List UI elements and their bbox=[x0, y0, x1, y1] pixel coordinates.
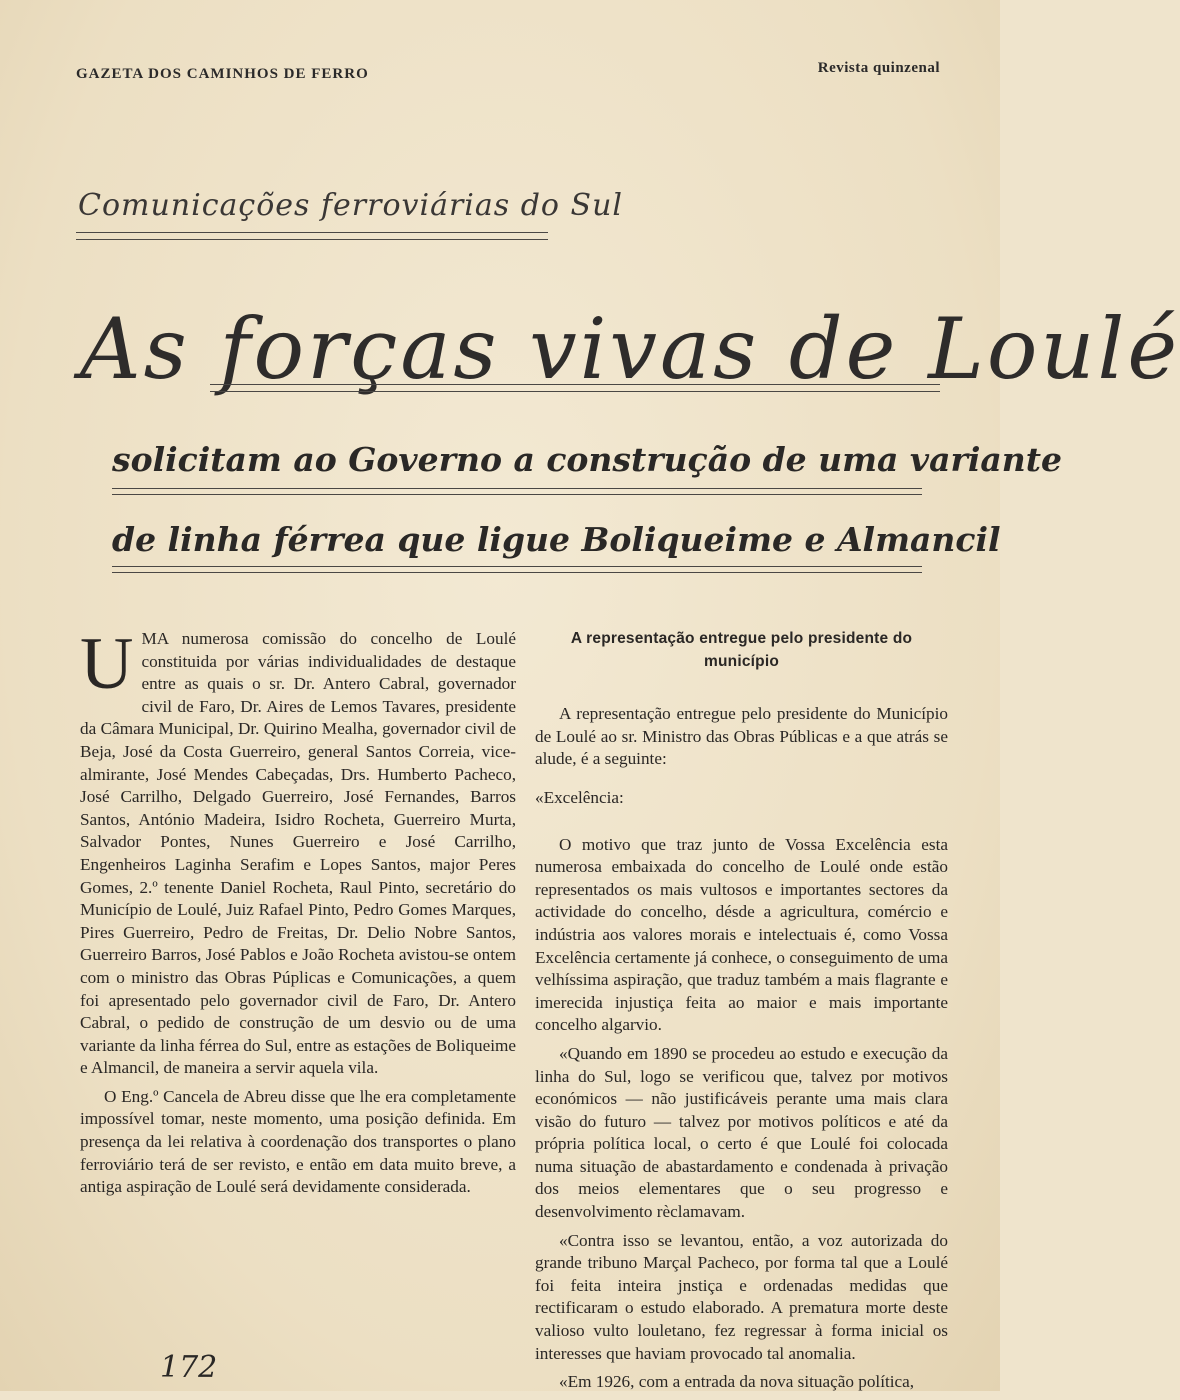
salutation: «Excelência: bbox=[535, 787, 624, 807]
right-column bbox=[535, 628, 948, 1400]
paragraph: «Contra isso se levantou, então, a voz autorizada do grande tribuno Marçal Pacheco, por forma tal que a Loulé foi feita inteira jnstiça e ordenadas medidas que rectificaram o estudo elaborado. A prematura morte deste valioso vulto louletano, fez regressar à forma inicial os interesses que haviam provocado tal anomalia. bbox=[535, 1230, 948, 1363]
left-column bbox=[80, 623, 516, 1205]
paragraph bbox=[80, 623, 516, 1080]
paragraph: O Eng.º Cancela de Abreu disse que lhe era completamente impossível tomar, neste momento, uma posição definida. Em presença da lei relativa à coordenação dos transportes o plano ferroviário terá de ser revisto, e então em data muito breve, a antiga aspiração de Loulé será devidamente considerada. bbox=[80, 1086, 516, 1197]
article-subhead-line-2: de linha férrea que ligue Boliqueime e Almancil bbox=[112, 520, 1001, 559]
paragraph: «Em 1926, com a entrada da nova situação política, bbox=[559, 1372, 915, 1392]
article-headline: As forças vivas de Loulé bbox=[80, 300, 1180, 398]
headline-divider bbox=[210, 384, 940, 392]
paragraph-text: MA numerosa comissão do concelho de Loulé constituida por várias individualidades de destaque entre as quais o sr. Dr. Antero Cabral, governador civil de Faro, Dr. Aires de Lemos Tavares, presidente da Câmara Municipal, Dr. Quirino Mealha, governador civil de Beja, José da Costa Guerreiro, general Santos Correia, vice-almirante, José Mendes Cabeçadas, Drs. Humberto Pacheco, José Carrilho, Delgado Guerreiro, José Fernandes, Barros Santos, António Madeira, Isidro Rocheta, Guerreiro Murta, Salvador Pontes, Nunes Guerreiro e José Carrilho, Engenheiros Laginha Serafim e Lopes Santos, major Peres Gomes, 2.º tenente Daniel Rocheta, Raul Pinto, secretário do Município de Loulé, Juiz Rafael Pinto, Pedro Gomes Marques, Pires Guerreiro, Pedro de Freitas, Dr. Delio Nobre Santos, Guerreiro Barros, José Pablos e João Rocheta avistou-se ontem com o ministro das Obras Púplicas e Comunicações, a quem foi apresentado pelo governador civil de Faro, Dr. Antero Cabral, o pedido de construção de um desvio ou de uma variante da linha férrea do Sul, entre as estações de Boliqueime e Almancil, de maneira a servir aquela vila. bbox=[80, 629, 516, 1078]
subhead-divider-2 bbox=[112, 566, 922, 573]
drop-cap: U bbox=[80, 623, 134, 705]
kicker-divider bbox=[76, 232, 548, 240]
subhead-divider-1 bbox=[112, 488, 922, 495]
running-head-title: GAZETA DOS CAMINHOS DE FERRO bbox=[76, 66, 369, 82]
paragraph: O motivo que traz junto de Vossa Excelência esta numerosa embaixada do concelho de Loulé onde estão representados os mais vultosos e importantes sectores da actividade do concelho, désde a agricultura, comércio e indústria aos valores morais e intelectuais é, como Vossa Excelência certamente já conhece, o conseguimento de uma velhíssima aspiração, que traduz também a mais flagrante e imerecida injustiça feita ao maior e mais importante concelho algarvio. bbox=[535, 834, 948, 1035]
page-number: 172 bbox=[160, 1350, 218, 1385]
paragraph: A representação entregue pelo presidente do Município de Loulé ao sr. Ministro das Obras Públicas e a que atrás se alude, é a seguinte: bbox=[535, 704, 948, 769]
section-title: A representação entregue pelo presidente do município bbox=[570, 630, 913, 670]
running-head-subtitle: Revista quinzenal bbox=[817, 60, 940, 76]
article-kicker: Comunicações ferroviárias do Sul bbox=[78, 188, 623, 223]
article-subhead-line-1: solicitam ao Governo a construção de uma variante bbox=[112, 440, 1063, 479]
paragraph: «Quando em 1890 se procedeu ao estudo e execução da linha do Sul, logo se verificou que, talvez por motivos económicos — não justificáveis perante uma mais clara visão do futuro — talvez por motivos políticos e até da própria política local, o certo é que Loulé foi colocada numa situação de abastardamento e condenada à privação dos meios elementares que o seu progresso e desenvolvimento rèclamavam. bbox=[535, 1043, 948, 1222]
